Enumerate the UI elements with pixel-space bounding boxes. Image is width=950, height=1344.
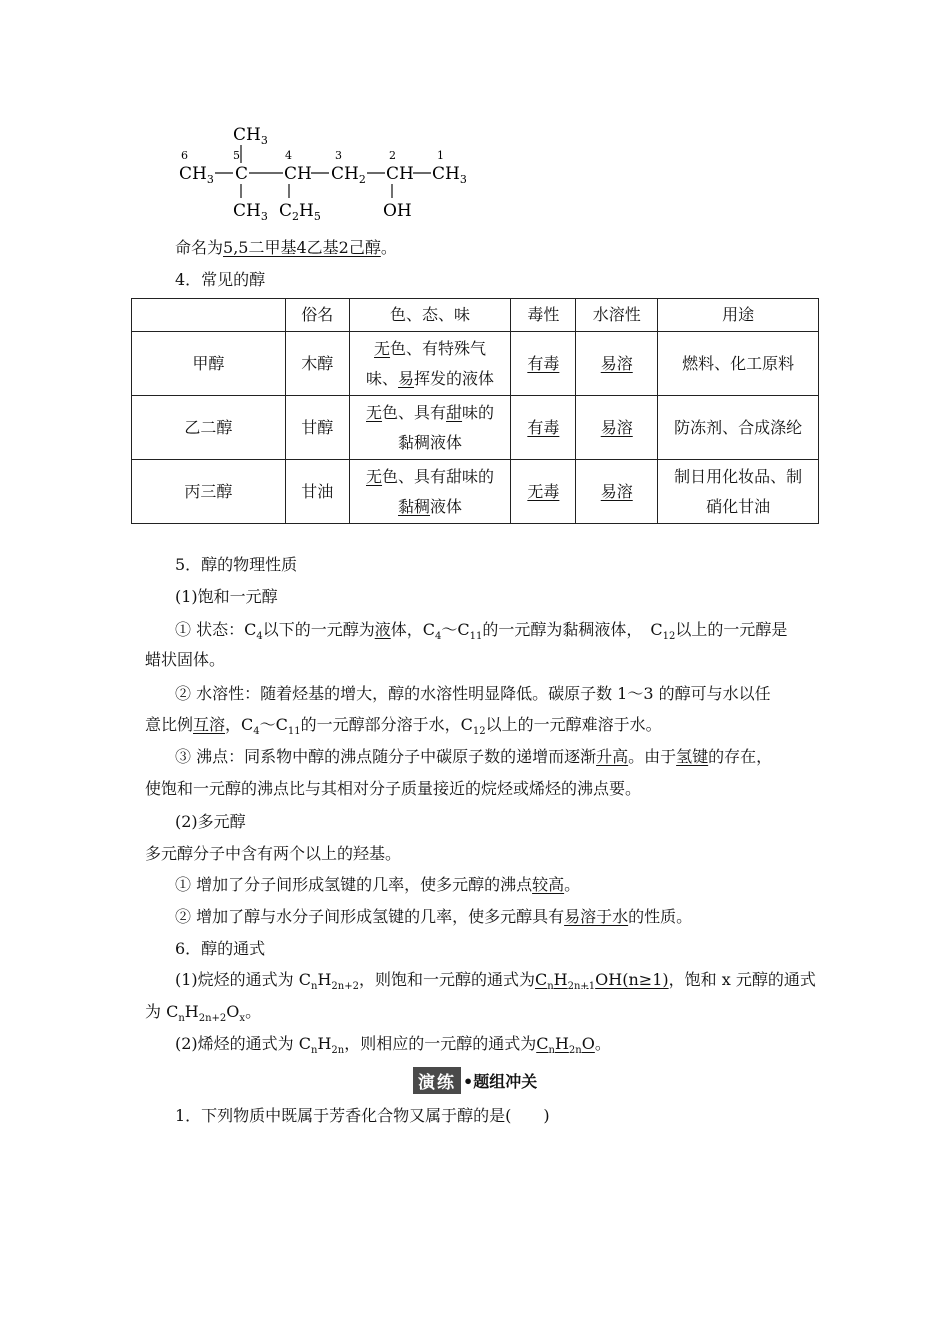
locant-4: 4 [285, 149, 292, 162]
alcohol-properties-table [131, 298, 819, 524]
solubility-paragraph-line2: 意比例互溶，$C_4\sim C_{11}$的一元醇部分溶于水，$C_{12}$以上的一元醇难溶于水。 [145, 715, 662, 738]
chain-c6: $CH_3$ [179, 164, 214, 186]
toxicity: 无毒 [511, 460, 576, 524]
locant-3: 3 [335, 149, 342, 162]
practice-banner [413, 1068, 537, 1092]
polyol-point-2: ② 增加了醇与水分子间形成氢键的几率，使多元醇具有易溶于水的性质。 [175, 907, 693, 926]
common-name: 甘醇 [285, 396, 349, 460]
toxicity: 有毒 [511, 332, 576, 396]
boiling-paragraph-line1: ③ 沸点：同系物中醇的沸点随分子中碳原子数的递增而逐渐升高。由于氢键的存在， [175, 747, 773, 766]
state-paragraph-line1: ① 状态：$C_4$以下的一元醇为液体，$C_4\sim C_{11}$的一元醇为黏稠液体， $C_{12}$以上的一元醇是 [175, 620, 788, 643]
formula-line-1b: 为 $C_nH_{2n+2}O_x$。 [145, 1002, 262, 1025]
polyol-intro: 多元醇分子中含有两个以上的羟基。 [145, 844, 402, 863]
compound-name: 5,5二甲基4乙基2己醇 [223, 238, 381, 257]
boiling-paragraph-line2: 使饱和一元醇的沸点比与其相对分子质量接近的烷烃或烯烃的沸点要。 [145, 779, 642, 798]
section-4-title: 4．常见的醇 [175, 270, 266, 289]
description: 无色、具有甜味的 黏稠液体 [349, 396, 511, 460]
formula-line-1: (1)烷烃的通式为 $C_nH_{2n+2}$，则饱和一元醇的通式为$C_nH_{2n+1}OH(n\ge 1)$，饱和 x 元醇的通式 [175, 970, 816, 993]
usage: 制日用化妆品、制 硝化甘油 [658, 460, 819, 524]
locant-5: 5 [233, 149, 240, 162]
question-1: 1．下列物质中既属于芳香化合物又属于醇的是( ) [175, 1106, 550, 1125]
hydroxyl-group: OH [383, 201, 412, 221]
usage: 防冻剂、合成涤纶 [658, 396, 819, 460]
table-row [132, 460, 819, 524]
locant-6: 6 [181, 149, 188, 162]
header-cell: 俗名 [285, 299, 349, 332]
chain-c2: CH [386, 164, 414, 184]
toxicity: 有毒 [511, 396, 576, 460]
locant-1: 1 [437, 149, 444, 162]
naming-line: 命名为5,5二甲基4乙基2己醇。 [175, 238, 397, 257]
alcohol-name: 甲醇 [132, 332, 286, 396]
table-row [132, 332, 819, 396]
usage: 燃料、化工原料 [658, 332, 819, 396]
alcohol-name: 丙三醇 [132, 460, 286, 524]
chain-c3: $CH_2$ [331, 164, 366, 186]
structural-formula [175, 118, 495, 228]
state-paragraph-line2: 蜡状固体。 [145, 650, 226, 669]
solubility-paragraph-line1: ② 水溶性：随着烃基的增大，醇的水溶性明显降低。碳原子数 1～3 的醇可与水以任 [175, 684, 771, 703]
section-6-title: 6．醇的通式 [175, 939, 266, 958]
solubility: 易溶 [576, 396, 658, 460]
alcohol-name: 乙二醇 [132, 396, 286, 460]
header-cell: 用途 [658, 299, 819, 332]
polyol-point-1: ① 增加了分子间形成氢键的几率，使多元醇的沸点较高。 [175, 875, 581, 894]
chain-c1: $CH_3$ [432, 164, 467, 186]
bottom-methyl: $CH_3$ [233, 201, 268, 223]
section-5-title: 5．醇的物理性质 [175, 555, 298, 574]
banner-title: •题组冲关 [463, 1071, 538, 1091]
subsection-polyol: (2)多元醇 [175, 812, 246, 831]
top-methyl: $CH_3$ [233, 125, 268, 147]
chain-c5: C [235, 164, 249, 184]
common-name: 木醇 [285, 332, 349, 396]
banner-label: 演练 [413, 1067, 461, 1094]
header-cell: 色、态、味 [349, 299, 511, 332]
header-cell: 毒性 [511, 299, 576, 332]
locant-2: 2 [389, 149, 396, 162]
table-row [132, 396, 819, 460]
description: 无色、具有甜味的 黏稠液体 [349, 460, 511, 524]
header-cell [132, 299, 286, 332]
header-cell: 水溶性 [576, 299, 658, 332]
formula-line-2: (2)烯烃的通式为 $C_nH_{2n}$，则相应的一元醇的通式为$C_nH_{2n}O$。 [175, 1034, 611, 1057]
solubility: 易溶 [576, 332, 658, 396]
ethyl-group: $C_2H_5$ [279, 201, 321, 223]
chain-c4: CH [284, 164, 312, 184]
common-name: 甘油 [285, 460, 349, 524]
description: 无色、有特殊气 味、易挥发的液体 [349, 332, 511, 396]
solubility: 易溶 [576, 460, 658, 524]
subsection-saturated: (1)饱和一元醇 [175, 587, 278, 606]
table-header-row [132, 299, 819, 332]
